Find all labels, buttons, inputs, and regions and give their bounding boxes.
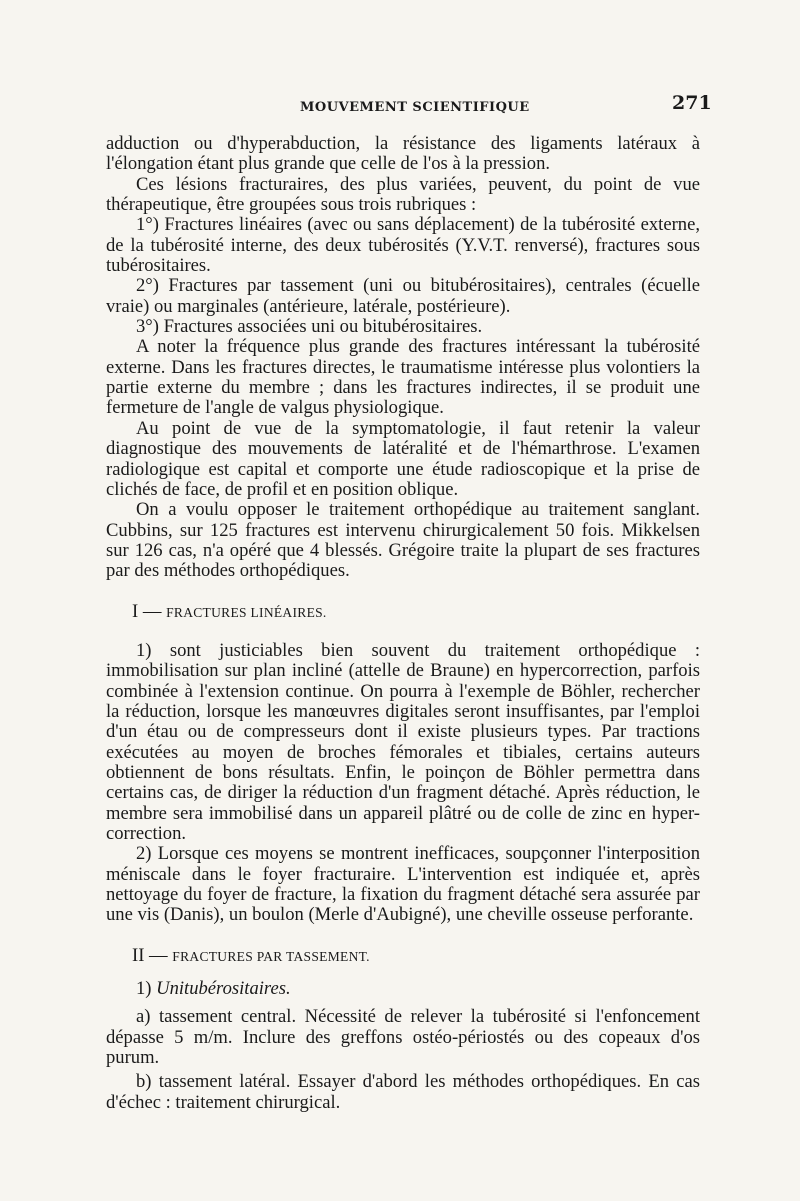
- section-title: FRACTURES LINÉAIRES.: [166, 604, 327, 620]
- paragraph: b) tassement latéral. Essayer d'abord les méthodes orthopédiques. En cas d'échec : traitement chirurgical.: [106, 1071, 700, 1113]
- paragraph: A noter la fréquence plus grande des fractures intéressant la tubérosité externe. Dans les fractures directes, le traumatisme intéresse plus volontiers la partie externe du membre ; dans les fractures indirectes, il se produit une fermeture de l'angle de valgus physiologique.: [106, 336, 700, 419]
- subsection-title: Unitubérositaires.: [156, 978, 291, 1000]
- section-heading: [106, 946, 700, 967]
- paragraph: 1°) Fractures linéaires (avec ou sans déplacement) de la tubérosité externe, de la tubérosité interne, des deux tubérosités (Y.V.T. renversé), fractures sous tubérositaires.: [106, 214, 700, 277]
- section-heading: [106, 602, 700, 623]
- paragraph: On a voulu opposer le traitement orthopédique au traitement sanglant. Cubbins, sur 125 fractures est intervenu chirurgicalement 50 fois. Mikkelsen sur 126 cas, n'a opéré que 4 blessés. Grégoire traite la plupart de ses fractures par des méthodes orthopédiques.: [106, 499, 700, 582]
- subsection-heading: [106, 979, 700, 999]
- section-numeral: II —: [132, 944, 168, 966]
- paragraph: 2) Lorsque ces moyens se montrent inefficaces, soupçonner l'interposition méniscale dans le foyer fracturaire. L'intervention est indiquée et, après nettoyage du foyer de fracture, la fixation du fragment détaché sera assurée par une vis (Danis), un boulon (Merle d'Aubigné), une cheville osseuse perforante.: [106, 843, 700, 926]
- running-title: MOUVEMENT SCIENTIFIQUE: [300, 100, 530, 115]
- subsection-number: 1): [136, 978, 152, 1000]
- section-numeral: I —: [132, 600, 162, 622]
- paragraph: Au point de vue de la symptomatologie, il faut retenir la valeur diagnostique des mouvements de latéralité et de l'hémarthrose. L'examen radiologique est capital et comporte une étude radioscopique et la prise de clichés de face, de profil et en position oblique.: [106, 417, 700, 500]
- section-title: FRACTURES PAR TASSEMENT.: [172, 948, 370, 964]
- page-number: 271: [672, 92, 712, 114]
- paragraph: adduction ou d'hyperabduction, la résistance des ligaments latéraux à l'élongation étant plus grande que celle de l'os à la pression.: [106, 133, 700, 175]
- paragraph: 2°) Fractures par tassement (uni ou bitubérositaires), centrales (écuelle vraie) ou marginales (antérieure, latérale, postérieure).: [106, 275, 700, 317]
- paragraph: 3°) Fractures associées uni ou bitubérositaires.: [136, 316, 483, 338]
- paragraph: 1) sont justiciables bien souvent du traitement orthopédique : immobilisation sur plan incliné (attelle de Braune) en hypercorrection, parfois combinée à l'extension continue. On pourra à l'exemple de Böhler, rechercher la réduction, lorsque les manœuvres digitales seront insuffisantes, par l'emploi d'un étau ou de compresseurs dont il existe plusieurs types. Par tractions exécutées au moyen de broches fémorales et tibiales, certains auteurs obtiennent de bons résultats. Enfin, le poinçon de Böhler permettra dans certains cas, de diriger la réduction d'un fragment détaché. Après réduction, le membre sera immobilisé dans un appareil plâtré ou de colle de zinc en hyper-correction.: [106, 639, 700, 844]
- body-text: [106, 134, 700, 1113]
- paragraph: Ces lésions fracturaires, des plus variées, peuvent, du point de vue thérapeutique, être groupées sous trois rubriques :: [106, 173, 700, 216]
- paragraph: a) tassement central. Nécessité de relever la tubérosité si l'enfoncement dépasse 5 m/m. Inclure des greffons ostéo-périostés ou des copeaux d'os purum.: [106, 1006, 700, 1069]
